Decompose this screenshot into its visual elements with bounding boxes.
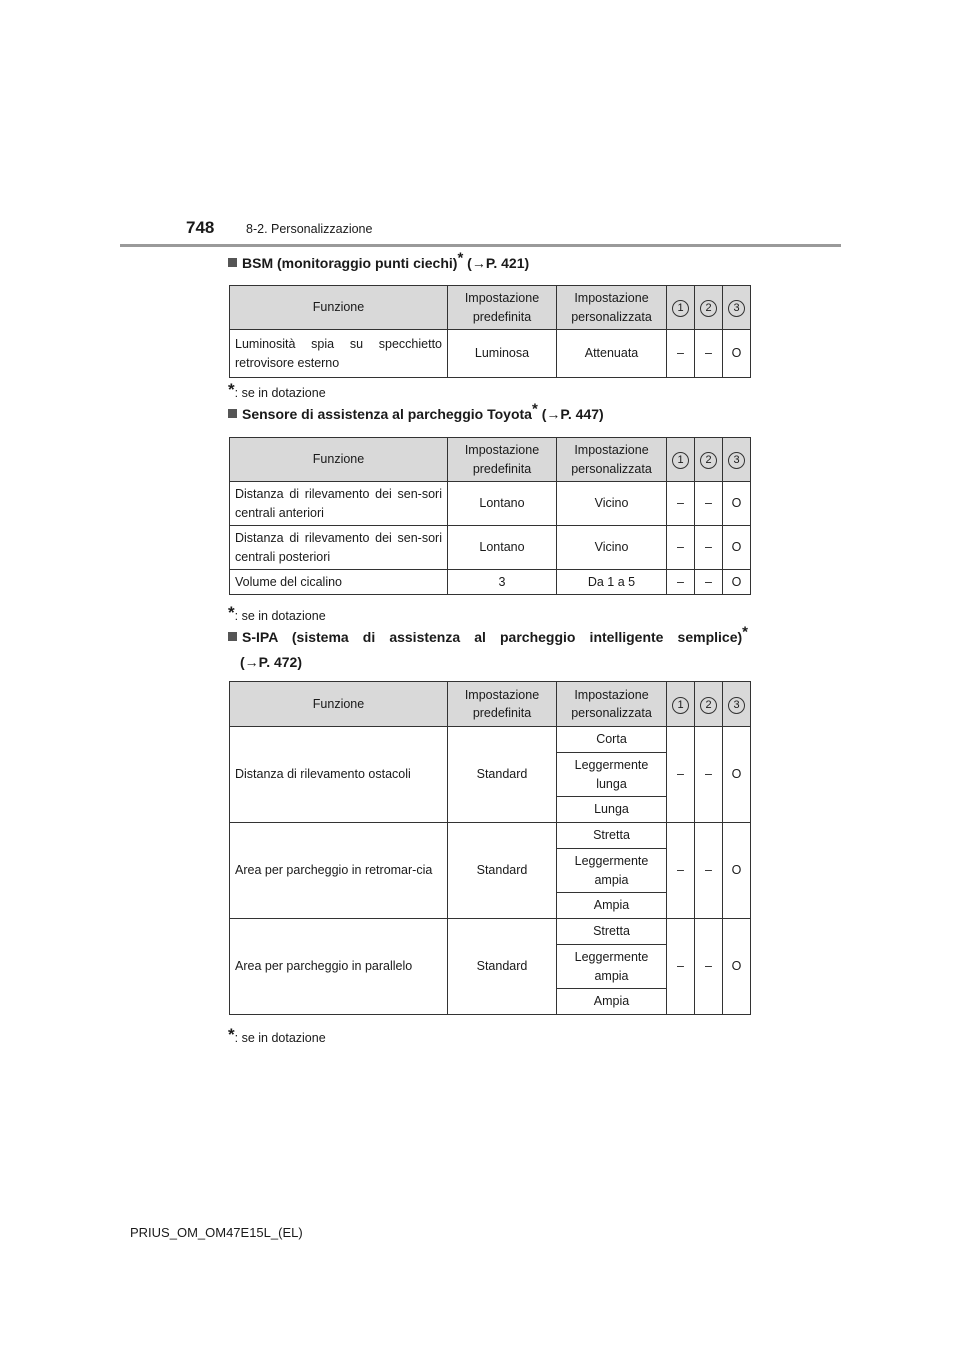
default-cell: Standard	[448, 919, 557, 1015]
circled-2-icon: 2	[700, 300, 717, 317]
header-col3	[723, 682, 751, 727]
bsm-table	[229, 285, 751, 378]
header-col2	[695, 286, 723, 330]
footnote-marker: *	[531, 400, 538, 418]
table-row	[230, 919, 751, 945]
bsm-heading-text: BSM (monitoraggio punti ciechi)	[242, 255, 458, 271]
col1-cell: –	[667, 330, 695, 378]
footnote-text: : se in dotazione	[234, 386, 326, 400]
circled-2-icon: 2	[700, 697, 717, 714]
feature-cell: Distanza di rilevamento dei sen-sori centrali posteriori	[230, 526, 448, 570]
document-code: PRIUS_OM_OM47E15L_(EL)	[130, 1225, 303, 1240]
header-funzione: Funzione	[230, 682, 448, 727]
option-cell: Stretta	[557, 919, 667, 945]
footnote-marker: *	[742, 623, 748, 641]
col3-cell: O	[723, 482, 751, 526]
table-row	[230, 823, 751, 849]
footnote-text: : se in dotazione	[234, 1031, 326, 1045]
feature-cell: Distanza di rilevamento ostacoli	[230, 727, 448, 823]
feature-cell: Area per parcheggio in retromar-cia	[230, 823, 448, 919]
sipa-heading	[228, 623, 748, 645]
col3-cell: O	[723, 570, 751, 595]
option-cell: Lunga	[557, 797, 667, 823]
sipa-heading-text: S-IPA (sistema di assistenza al parcheggio intelligente semplice)	[242, 629, 743, 645]
parking-table	[229, 437, 751, 595]
bullet-square-icon	[228, 258, 237, 267]
option-cell: Stretta	[557, 823, 667, 849]
header-col3	[723, 438, 751, 482]
custom-cell: Vicino	[557, 526, 667, 570]
circled-1-icon: 1	[672, 452, 689, 469]
bullet-square-icon	[228, 632, 237, 641]
circled-3-icon: 3	[728, 452, 745, 469]
col2-cell: –	[695, 727, 723, 823]
circled-1-icon: 1	[672, 300, 689, 317]
option-cell: Leggermente lunga	[557, 753, 667, 797]
feature-cell: Distanza di rilevamento dei sen-sori centrali anteriori	[230, 482, 448, 526]
table-row	[230, 526, 751, 570]
parking-footnote	[228, 603, 326, 623]
col2-cell: –	[695, 482, 723, 526]
header-col1	[667, 682, 695, 727]
option-cell: Ampia	[557, 989, 667, 1015]
option-cell: Corta	[557, 727, 667, 753]
table-header-row	[230, 286, 751, 330]
col2-cell: –	[695, 823, 723, 919]
header-col1	[667, 438, 695, 482]
default-cell: Lontano	[448, 526, 557, 570]
col1-cell: –	[667, 727, 695, 823]
col3-cell: O	[723, 526, 751, 570]
option-cell: Leggermente ampia	[557, 945, 667, 989]
header-funzione: Funzione	[230, 286, 448, 330]
footnote-text: : se in dotazione	[234, 609, 326, 623]
footnote-marker: *	[457, 249, 464, 267]
feature-cell: Luminosità spia su specchietto retrovisore esterno	[230, 330, 448, 378]
sipa-footnote	[228, 1025, 326, 1045]
col2-cell: –	[695, 526, 723, 570]
header-col1	[667, 286, 695, 330]
header-default: Impostazione predefinita	[448, 682, 557, 727]
option-cell: Leggermente ampia	[557, 849, 667, 893]
col1-cell: –	[667, 823, 695, 919]
table-header-row	[230, 438, 751, 482]
sipa-page-ref: (→P. 472)	[240, 654, 302, 670]
col2-cell: –	[695, 919, 723, 1015]
header-funzione: Funzione	[230, 438, 448, 482]
bullet-square-icon	[228, 409, 237, 418]
section-title: 8-2. Personalizzazione	[246, 222, 373, 236]
default-cell: Standard	[448, 823, 557, 919]
circled-2-icon: 2	[700, 452, 717, 469]
circled-3-icon: 3	[728, 697, 745, 714]
circled-3-icon: 3	[728, 300, 745, 317]
header-col3	[723, 286, 751, 330]
sipa-table	[229, 681, 751, 1015]
custom-cell: Vicino	[557, 482, 667, 526]
header-custom: Impostazione personalizzata	[557, 682, 667, 727]
feature-cell: Area per parcheggio in parallelo	[230, 919, 448, 1015]
parking-heading	[228, 400, 604, 422]
bsm-heading	[228, 249, 530, 271]
option-cell: Ampia	[557, 893, 667, 919]
feature-cell: Volume del cicalino	[230, 570, 448, 595]
table-header-row	[230, 682, 751, 727]
bsm-footnote	[228, 380, 326, 400]
header-rule	[120, 244, 841, 247]
default-cell: 3	[448, 570, 557, 595]
col2-cell: –	[695, 570, 723, 595]
footnote-star: *	[228, 1025, 235, 1044]
col1-cell: –	[667, 482, 695, 526]
col1-cell: –	[667, 526, 695, 570]
col3-cell: O	[723, 919, 751, 1015]
header-custom: Impostazione personalizzata	[557, 438, 667, 482]
parking-page-ref: (→P. 447)	[541, 406, 604, 422]
col2-cell: –	[695, 330, 723, 378]
col3-cell: O	[723, 330, 751, 378]
table-row	[230, 727, 751, 753]
header-default: Impostazione predefinita	[448, 286, 557, 330]
circled-1-icon: 1	[672, 697, 689, 714]
header-col2	[695, 682, 723, 727]
col1-cell: –	[667, 570, 695, 595]
default-cell: Lontano	[448, 482, 557, 526]
col1-cell: –	[667, 919, 695, 1015]
header-col2	[695, 438, 723, 482]
table-row	[230, 482, 751, 526]
custom-cell: Da 1 a 5	[557, 570, 667, 595]
page-number: 748	[186, 218, 215, 237]
default-cell: Standard	[448, 727, 557, 823]
custom-cell: Attenuata	[557, 330, 667, 378]
header-default: Impostazione predefinita	[448, 438, 557, 482]
footnote-star: *	[228, 380, 235, 399]
col3-cell: O	[723, 727, 751, 823]
parking-heading-text: Sensore di assistenza al parcheggio Toyota	[242, 406, 532, 422]
footnote-star: *	[228, 603, 235, 622]
col3-cell: O	[723, 823, 751, 919]
header-custom: Impostazione personalizzata	[557, 286, 667, 330]
default-cell: Luminosa	[448, 330, 557, 378]
table-row	[230, 570, 751, 595]
bsm-page-ref: (→P. 421)	[467, 255, 530, 271]
table-row	[230, 330, 751, 378]
